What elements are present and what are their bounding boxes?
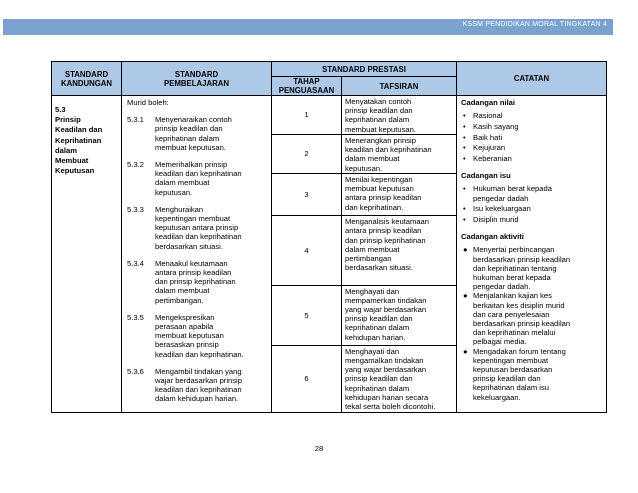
text-line: Keprihatinan — [55, 135, 102, 145]
bullet-icon: ● — [463, 291, 468, 301]
text-line: membuat keputusan. — [345, 124, 416, 134]
tafsiran-cell — [342, 285, 457, 345]
text-line: prinsip keadilan dan — [345, 374, 413, 384]
bullet-text: Rasional — [473, 111, 503, 121]
bullet-text — [473, 184, 552, 202]
text-line: dalam membuat — [155, 286, 210, 296]
standard-number: 5.3.2 — [127, 160, 144, 170]
text-line: tekal serta boleh dicontohi. — [345, 402, 436, 412]
tahap-penguasaan-cell: 3 — [272, 174, 342, 216]
header-standard-pembelajaran: STANDARD PEMBELAJARAN — [122, 62, 272, 96]
text-line: berdasarkan situasi. — [345, 263, 413, 273]
text-line: dan keprihatinan tentang — [473, 263, 557, 273]
text-line: prinsip keadilan dan — [345, 314, 413, 324]
learning-standard — [127, 259, 267, 305]
bullet-text — [473, 347, 566, 402]
text-line: perasaan apabila — [155, 322, 214, 332]
text-line: keputusan. — [345, 163, 383, 173]
text-line: Mengadakan forum tentang — [473, 346, 566, 356]
text-line: pertimbangan — [345, 254, 392, 264]
text-line: dan cara penyelesaian — [473, 309, 550, 319]
text-line: dalam membuat — [345, 244, 400, 254]
bullet-text — [473, 245, 570, 291]
text-line: keputusan berdasarkan — [473, 365, 553, 375]
bullet-icon: • — [463, 184, 466, 194]
text-line: keprihatinan dalam — [345, 323, 410, 333]
bullet-icon: • — [463, 215, 466, 225]
text-line: berdasarkan situasi. — [155, 241, 223, 251]
tafsiran-cell — [342, 174, 457, 216]
standard-number: 5.3.5 — [127, 312, 144, 322]
standard-text — [155, 115, 232, 152]
text-line: Menerangkan prinsip — [345, 136, 416, 145]
bullet-icon: • — [463, 154, 466, 164]
text-line: keadilan dan keprihatinan — [155, 232, 242, 242]
bullet-icon: ● — [463, 245, 468, 255]
tahap-penguasaan-cell: 1 — [272, 96, 342, 135]
text-line: pengedar dadah — [473, 193, 529, 203]
tafsiran-cell — [342, 216, 457, 285]
text-line: Keputusan — [55, 166, 95, 176]
learning-standard — [127, 205, 267, 251]
text-line: Menaakul keutamaan — [155, 258, 228, 268]
text-line: membuat keputusan. — [155, 142, 226, 152]
text-line: dan keprihatinan. — [345, 202, 404, 212]
bullet-item — [461, 184, 602, 202]
bullet-item — [461, 143, 602, 152]
header-catatan: CATATAN — [457, 62, 607, 96]
text-line: Mengekspresikan — [155, 312, 215, 322]
bullet-icon: • — [463, 121, 466, 131]
text-line: dan keprihatinan melalui — [473, 328, 556, 338]
text-line: keadilan dan keprihatinan — [155, 385, 242, 395]
text-line: Menyatakan contoh — [345, 97, 412, 106]
bullet-item — [461, 111, 602, 120]
tahap-penguasaan-cell: 5 — [272, 285, 342, 345]
header-standard-kandungan: STANDARD KANDUNGAN — [52, 62, 122, 96]
bullet-item — [461, 215, 602, 224]
text-line: yang wajar berdasarkan — [345, 365, 427, 375]
text-line: keadilan dan keprihatinan. — [155, 349, 244, 359]
standard-kandungan-cell — [52, 96, 122, 413]
bullet-icon: • — [463, 111, 466, 121]
text-line: Menyertai perbincangan — [473, 245, 555, 255]
tahap-penguasaan-cell: 6 — [272, 345, 342, 412]
text-line: berkaitan kes disiplin murid — [473, 300, 565, 310]
standard-number: 5.3.6 — [127, 366, 144, 376]
text-line: keprihatinan dalam isu — [473, 383, 549, 393]
learning-standard — [127, 313, 267, 359]
header-standard-prestasi: STANDARD PRESTASI — [272, 62, 457, 77]
bullet-icon: • — [463, 143, 466, 153]
text-line: dalam membuat — [345, 154, 400, 164]
text-line: keprihatinan dalam — [345, 115, 410, 125]
text-line: Hukuman berat kepada — [473, 184, 552, 194]
text-line: Menjalankan kajian kes — [473, 291, 552, 301]
text-line: Keadilan dan — [55, 125, 103, 135]
text-line: keputusan antara prinsip — [155, 223, 239, 233]
standard-text — [155, 160, 242, 197]
bullet-text — [473, 204, 531, 213]
bullet-text — [473, 291, 570, 346]
learning-standard — [127, 115, 267, 152]
text-line: berasaskan prinsip — [155, 340, 219, 350]
text-line: keprihatinan dalam — [155, 133, 220, 143]
text-line: wajar berdasarkan prinsip — [155, 376, 242, 386]
table-row — [52, 96, 607, 135]
header-tahap-penguasaan: TAHAP PENGUASAAN — [272, 77, 342, 96]
learning-standard — [127, 367, 267, 404]
text-line: pertimbangan. — [155, 295, 204, 305]
catatan-cell — [457, 96, 607, 413]
tafsiran-cell — [342, 345, 457, 412]
text-line: Isu kekeluargaan — [473, 204, 531, 214]
text-line: mengamalkan tindakan — [345, 356, 424, 366]
text-line: dan prinsip keprihatinan — [155, 277, 236, 287]
tafsiran-cell — [342, 135, 457, 174]
text-line: keadilan dan keprihatinan — [345, 145, 432, 155]
bullet-item — [461, 204, 602, 213]
standard-number: 5.3.3 — [127, 204, 144, 214]
bullet-text: Keberanian — [473, 154, 512, 164]
standard-number: 5.3.1 — [127, 115, 144, 125]
text-line: Memerihalkan prinsip — [155, 160, 228, 170]
tahap-penguasaan-cell: 4 — [272, 216, 342, 285]
text-line: dan prinsip keprihatinan — [345, 235, 426, 245]
text-line: Prinsip — [55, 115, 81, 125]
text-line: berdasarkan prinsip keadilan — [473, 319, 571, 329]
text-line: Membuat — [55, 156, 89, 166]
bullet-icon: ● — [463, 346, 468, 356]
learning-standard — [127, 160, 267, 197]
standard-text — [155, 259, 236, 305]
bullet-item — [461, 133, 602, 142]
text-line: dalam — [55, 145, 77, 155]
text-line: kepentingan membuat — [155, 214, 231, 224]
text-line: Mengambil tindakan yang — [155, 366, 242, 376]
bullet-text: Kasih sayang — [473, 121, 519, 131]
text-line: Menilai kepentingan — [345, 175, 413, 184]
tafsiran-cell — [342, 96, 457, 135]
bullet-icon: • — [463, 132, 466, 142]
tahap-penguasaan-cell: 2 — [272, 135, 342, 174]
bullet-item — [461, 154, 602, 163]
text-line: dalam kehidupan harian. — [155, 394, 239, 404]
bullet-text — [473, 215, 519, 224]
text-line: prinsip keadilan dan — [345, 106, 413, 116]
text-line: hukuman berat kepada — [473, 273, 551, 283]
text-line: Menganalisis keutamaan — [345, 217, 430, 227]
text-line: Menyenaraikan contoh — [155, 115, 232, 125]
text-line: kepentingan membuat — [473, 355, 549, 365]
text-line: dalam membuat — [155, 178, 210, 188]
standard-text — [155, 205, 242, 251]
curriculum-table — [51, 61, 607, 413]
text-line: pelbagai media. — [473, 337, 527, 347]
text-line: 5.3 — [55, 105, 66, 114]
text-line: Menghayati dan — [345, 346, 400, 356]
text-line: Menghuraikan — [155, 204, 204, 214]
text-line: antara prinsip keadilan — [155, 268, 232, 278]
text-line: prinsip keadilan dan — [155, 124, 223, 134]
standard-text — [155, 313, 244, 359]
text-line: prinsip keadilan dan — [473, 374, 541, 384]
page-number: 28 — [314, 444, 324, 453]
standard-pembelajaran-cell — [122, 96, 272, 413]
text-line: berdasarkan prinsip keadilan — [473, 254, 571, 264]
text-line: keputusan. — [155, 187, 193, 197]
bullet-item — [461, 347, 602, 402]
document-header: KSSM PENDIDIKAN MORAL TINGKATAN 4 — [462, 21, 607, 28]
text-line: kehidupan harian secara — [345, 392, 429, 402]
text-line: keprihatinan dalam — [345, 383, 410, 393]
text-line: keadilan dan keprihatinan — [155, 169, 242, 179]
text-line: yang wajar berdasarkan — [345, 304, 427, 314]
cadangan-aktiviti-heading: Cadangan aktiviti — [461, 232, 524, 242]
bullet-icon: • — [463, 204, 466, 214]
bullet-item — [461, 245, 602, 291]
text-line: membuat keputusan — [155, 331, 224, 341]
header-tafsiran: TAFSIRAN — [342, 77, 457, 96]
bullet-item — [461, 291, 602, 346]
text-line: antara prinsip keadilan — [345, 193, 422, 203]
bullet-text: Kejujuran — [473, 143, 506, 153]
text-line: kehidupan harian. — [345, 332, 406, 342]
bullet-item — [461, 122, 602, 131]
standard-text — [155, 367, 242, 404]
text-line: Menghayati dan — [345, 286, 400, 296]
cadangan-isu-heading: Cadangan isu — [461, 171, 511, 181]
intro-text: Murid boleh: — [127, 98, 169, 107]
text-line: membuat keputusan — [345, 184, 414, 194]
bullet-text: Baik hati — [473, 132, 503, 142]
text-line: mempamerkan tindakan — [345, 295, 427, 305]
text-line: antara prinsip keadilan — [345, 226, 422, 236]
text-line: kekeluargaan. — [473, 392, 521, 402]
text-line: pengedar dadah. — [473, 282, 531, 292]
cadangan-nilai-heading: Cadangan nilai — [461, 98, 516, 107]
standard-number: 5.3.4 — [127, 258, 144, 268]
text-line: Disiplin murid — [473, 215, 519, 225]
